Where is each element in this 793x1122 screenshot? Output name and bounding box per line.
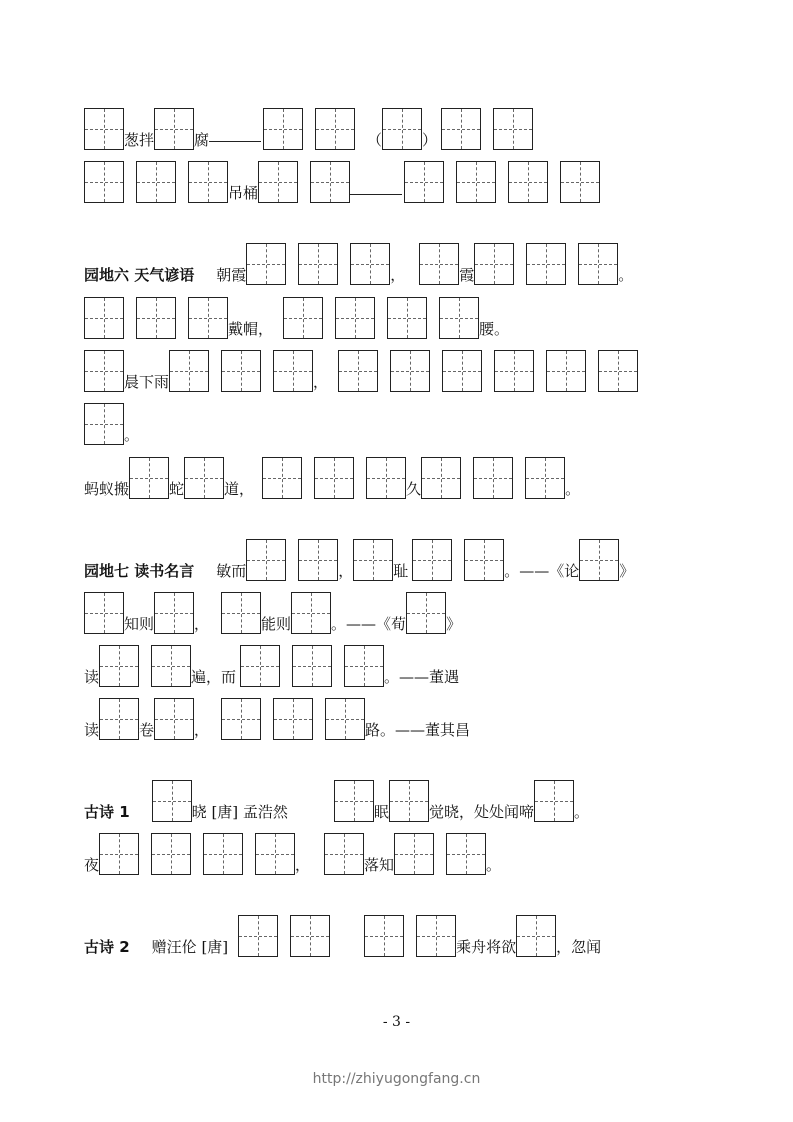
- text: 卷: [139, 721, 155, 739]
- writing-box[interactable]: [382, 108, 422, 150]
- paren-open: （: [367, 131, 383, 149]
- writing-box[interactable]: [526, 243, 566, 285]
- text: 乘舟将欲: [456, 938, 517, 956]
- writing-box[interactable]: [598, 350, 638, 392]
- writing-box[interactable]: [184, 457, 224, 499]
- writing-box[interactable]: [412, 539, 452, 581]
- writing-box[interactable]: [324, 833, 364, 875]
- writing-box[interactable]: [406, 592, 446, 634]
- text: 读: [84, 721, 100, 739]
- writing-box[interactable]: [84, 108, 124, 150]
- poem1-row-1: [84, 780, 589, 822]
- writing-box[interactable]: [84, 297, 124, 339]
- text: 。——董遇: [384, 668, 460, 686]
- text: 。——《论: [504, 562, 580, 580]
- yuandi7-row-4: [84, 698, 470, 740]
- writing-box[interactable]: [404, 161, 444, 203]
- writing-box[interactable]: [152, 780, 192, 822]
- writing-box[interactable]: [221, 350, 261, 392]
- writing-box[interactable]: [578, 243, 618, 285]
- writing-box[interactable]: [546, 350, 586, 392]
- writing-box[interactable]: [255, 833, 295, 875]
- writing-box[interactable]: [310, 161, 350, 203]
- page-number: - 3 -: [382, 1014, 411, 1030]
- text: 。: [573, 803, 589, 821]
- text: 。: [124, 426, 140, 444]
- writing-box[interactable]: [291, 592, 331, 634]
- writing-box[interactable]: [325, 698, 365, 740]
- writing-box[interactable]: [516, 915, 556, 957]
- text: ，: [194, 615, 210, 633]
- writing-box[interactable]: [456, 161, 496, 203]
- writing-box[interactable]: [99, 698, 139, 740]
- text: 朝霞: [216, 266, 247, 284]
- writing-box[interactable]: [273, 698, 313, 740]
- writing-box[interactable]: [387, 297, 427, 339]
- text: 葱拌: [124, 131, 155, 149]
- writing-box[interactable]: [99, 645, 139, 687]
- text: ，忽闻: [556, 938, 602, 956]
- writing-box[interactable]: [315, 108, 355, 150]
- text: 赠汪伦 [唐]: [151, 938, 229, 956]
- text: 晨下雨: [124, 373, 170, 391]
- yuandi7-row-2: [84, 592, 461, 634]
- writing-box[interactable]: [353, 539, 393, 581]
- writing-box[interactable]: [344, 645, 384, 687]
- text: 读: [84, 668, 100, 686]
- writing-box[interactable]: [263, 108, 303, 150]
- text: ，: [295, 856, 311, 874]
- writing-box[interactable]: [394, 833, 434, 875]
- fill-row-2: [84, 161, 612, 203]
- writing-box[interactable]: [473, 457, 513, 499]
- writing-box[interactable]: [439, 297, 479, 339]
- footer-url: http://zhiyugongfang.cn: [312, 1071, 481, 1087]
- section-heading: 古诗 2: [84, 938, 130, 956]
- writing-box[interactable]: [151, 833, 191, 875]
- text: 。——《荀: [331, 615, 407, 633]
- writing-box[interactable]: [246, 243, 286, 285]
- text: 。: [565, 480, 581, 498]
- writing-box[interactable]: [283, 297, 323, 339]
- writing-box[interactable]: [84, 592, 124, 634]
- writing-box[interactable]: [188, 297, 228, 339]
- writing-box[interactable]: [203, 833, 243, 875]
- text: ，: [338, 562, 354, 580]
- text: 。: [486, 856, 502, 874]
- writing-box[interactable]: [99, 833, 139, 875]
- writing-box[interactable]: [273, 350, 313, 392]
- text: 夜: [84, 856, 100, 874]
- poem2-row-1: [84, 915, 601, 957]
- section-heading: 古诗 1: [84, 803, 130, 821]
- text: ，: [194, 721, 210, 739]
- text: 知则: [124, 615, 155, 633]
- dash-line: [209, 141, 261, 142]
- writing-box[interactable]: [525, 457, 565, 499]
- text: ，: [313, 373, 329, 391]
- writing-box[interactable]: [494, 350, 534, 392]
- writing-box[interactable]: [238, 915, 278, 957]
- writing-box[interactable]: [579, 539, 619, 581]
- writing-box[interactable]: [534, 780, 574, 822]
- writing-box[interactable]: [258, 161, 298, 203]
- writing-box[interactable]: [240, 645, 280, 687]
- text: 眠: [373, 803, 389, 821]
- text: 晓 [唐] 孟浩然: [191, 803, 288, 821]
- writing-box[interactable]: [292, 645, 332, 687]
- writing-box[interactable]: [350, 243, 390, 285]
- poem1-row-2: [84, 833, 501, 875]
- yuandi7-row-3: [84, 645, 459, 687]
- text: 落知: [364, 856, 395, 874]
- writing-box[interactable]: [154, 592, 194, 634]
- writing-box[interactable]: [154, 698, 194, 740]
- text: 蛇: [169, 480, 185, 498]
- writing-box[interactable]: [221, 592, 261, 634]
- text: 蚂蚁搬: [84, 480, 130, 498]
- writing-box[interactable]: [262, 457, 302, 499]
- writing-box[interactable]: [366, 457, 406, 499]
- section-heading: 园地七 读书名言: [84, 562, 195, 580]
- text: 腐: [194, 131, 210, 149]
- writing-box[interactable]: [298, 243, 338, 285]
- writing-box[interactable]: [364, 915, 404, 957]
- text: 遍，而: [191, 668, 237, 686]
- writing-box[interactable]: [136, 161, 176, 203]
- text: 腰。: [479, 320, 510, 338]
- writing-box[interactable]: [151, 645, 191, 687]
- text: 戴帽，: [228, 320, 274, 338]
- text: 霞: [459, 266, 475, 284]
- writing-box[interactable]: [188, 161, 228, 203]
- writing-box[interactable]: [446, 833, 486, 875]
- writing-box[interactable]: [84, 161, 124, 203]
- writing-box[interactable]: [464, 539, 504, 581]
- dash-line: [350, 194, 402, 195]
- paren-close: ）: [422, 131, 438, 149]
- writing-box[interactable]: [335, 297, 375, 339]
- text: 》: [446, 615, 462, 633]
- section-heading: 园地六 天气谚语: [84, 266, 195, 284]
- writing-box[interactable]: [560, 161, 600, 203]
- text: 觉晓，处处闻啼: [428, 803, 534, 821]
- text: 耻: [393, 562, 409, 580]
- writing-box[interactable]: [84, 403, 124, 445]
- writing-box[interactable]: [421, 457, 461, 499]
- writing-box[interactable]: [129, 457, 169, 499]
- writing-box[interactable]: [419, 243, 459, 285]
- text: 能则: [261, 615, 292, 633]
- writing-box[interactable]: [493, 108, 533, 150]
- writing-box[interactable]: [154, 108, 194, 150]
- yuandi6-row-1: [84, 243, 633, 285]
- writing-box[interactable]: [508, 161, 548, 203]
- yuandi6-row-5: [84, 457, 580, 499]
- text: 》: [619, 562, 635, 580]
- writing-box[interactable]: [416, 915, 456, 957]
- writing-box[interactable]: [389, 780, 429, 822]
- yuandi6-row-3: [84, 350, 650, 392]
- writing-box[interactable]: [441, 108, 481, 150]
- text: ，: [390, 266, 406, 284]
- yuandi6-row-4: [84, 403, 139, 445]
- text: 敏而: [216, 562, 247, 580]
- text: 吊桶: [228, 184, 259, 202]
- writing-box[interactable]: [136, 297, 176, 339]
- writing-box[interactable]: [221, 698, 261, 740]
- text: 路。——董其昌: [365, 721, 471, 739]
- writing-box[interactable]: [314, 457, 354, 499]
- writing-box[interactable]: [246, 539, 286, 581]
- writing-box[interactable]: [442, 350, 482, 392]
- writing-box[interactable]: [338, 350, 378, 392]
- writing-box[interactable]: [334, 780, 374, 822]
- text: 。: [618, 266, 634, 284]
- fill-row-1: [84, 108, 545, 150]
- writing-box[interactable]: [474, 243, 514, 285]
- writing-box[interactable]: [290, 915, 330, 957]
- text: 久: [406, 480, 422, 498]
- writing-box[interactable]: [298, 539, 338, 581]
- writing-box[interactable]: [169, 350, 209, 392]
- yuandi6-row-2: [84, 297, 509, 339]
- writing-box[interactable]: [84, 350, 124, 392]
- yuandi7-row-1: [84, 539, 634, 581]
- writing-box[interactable]: [390, 350, 430, 392]
- text: 道，: [224, 480, 255, 498]
